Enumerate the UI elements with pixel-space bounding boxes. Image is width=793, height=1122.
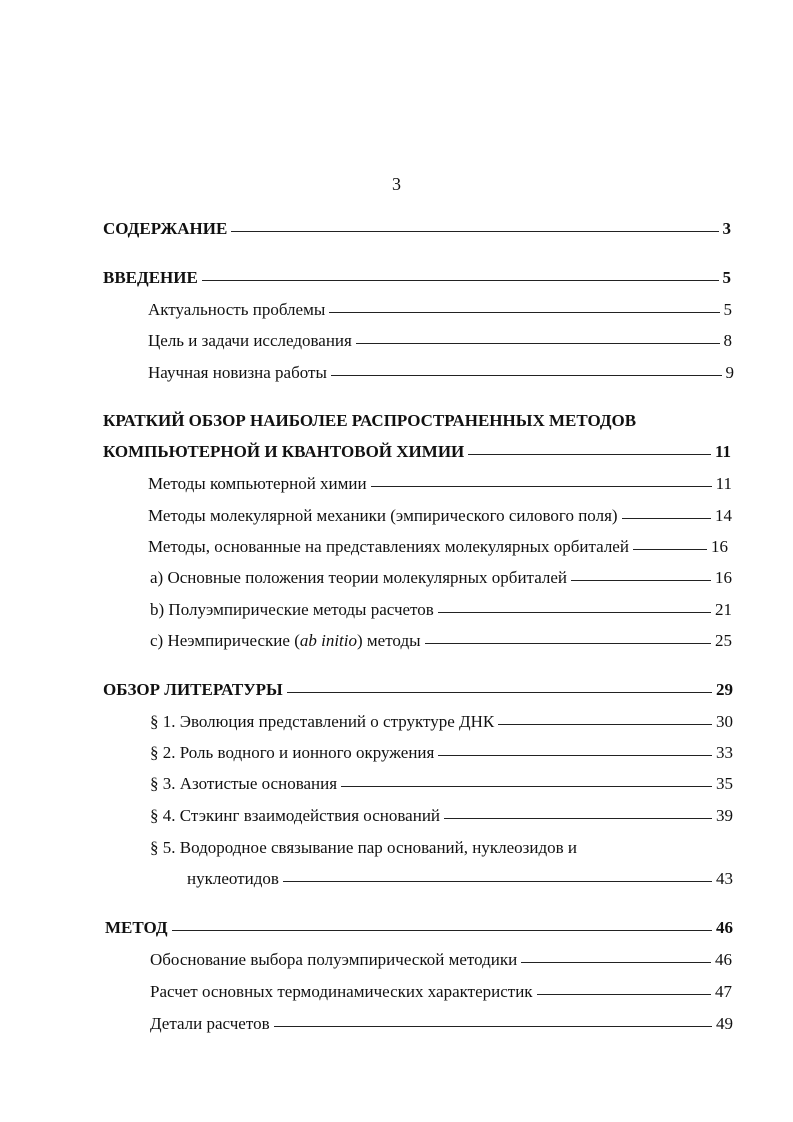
toc-title: КОМПЬЮТЕРНОЙ И КВАНТОВОЙ ХИМИИ	[103, 442, 465, 461]
toc-title: Научная новизна работы	[148, 363, 327, 382]
toc-page: 14	[715, 506, 732, 525]
toc-title: Обоснование выбора полуэмпирической методики	[150, 950, 518, 969]
toc-page: 5	[722, 268, 731, 287]
toc-page: 11	[715, 474, 732, 493]
toc-title: ВВЕДЕНИЕ	[103, 268, 198, 287]
dot-leader	[331, 375, 722, 376]
toc-entry-method-2[interactable]	[150, 981, 732, 1003]
toc-page: 11	[714, 442, 731, 461]
toc-entry-literature-3[interactable]	[150, 773, 733, 795]
toc-page: 35	[716, 774, 733, 793]
toc-title: ОБЗОР ЛИТЕРАТУРЫ	[103, 680, 283, 699]
toc-title: § 2. Роль водного и ионного окружения	[150, 743, 435, 762]
dot-leader	[444, 818, 712, 819]
toc-entry-intro[interactable]	[103, 267, 731, 289]
toc-page: 46	[715, 950, 732, 969]
toc-page: 49	[716, 1014, 733, 1033]
toc-entry-intro-2[interactable]	[148, 330, 732, 352]
dot-leader	[498, 724, 712, 725]
toc-title: Цель и задачи исследования	[148, 331, 352, 350]
dot-leader	[172, 930, 712, 931]
toc-title: Методы, основанные на представлениях молекулярных орбиталей	[148, 537, 629, 556]
toc-entry-review-2[interactable]	[148, 505, 732, 527]
toc-title-suffix: ) методы	[357, 631, 421, 650]
dot-leader	[202, 280, 719, 281]
toc-title-literature-5-line1[interactable]: § 5. Водородное связывание пар оснований, нуклеозидов и	[150, 838, 577, 857]
toc-title: Методы молекулярной механики (эмпирического силового поля)	[148, 506, 618, 525]
toc-entry-review-1[interactable]	[148, 473, 732, 495]
toc-title: § 1. Эволюция представлений о структуре ДНК	[150, 712, 495, 731]
toc-page: 16	[715, 568, 732, 587]
toc-entry-literature-1[interactable]	[150, 711, 733, 733]
toc-title: § 4. Стэкинг взаимодействия оснований	[150, 806, 441, 825]
toc-entry-contents[interactable]	[103, 218, 731, 240]
toc-entry-literature-2[interactable]	[150, 742, 733, 764]
toc-page: 21	[715, 600, 732, 619]
toc-page: 8	[723, 331, 732, 350]
dot-leader	[341, 786, 712, 787]
toc-title: Методы компьютерной химии	[148, 474, 367, 493]
dot-leader	[537, 994, 711, 995]
toc-page: 16	[711, 537, 728, 556]
dot-leader	[521, 962, 711, 963]
toc-title: b) Полуэмпирические методы расчетов	[150, 600, 434, 619]
toc-title-prefix: с) Неэмпирические (	[150, 631, 300, 650]
dot-leader	[231, 231, 718, 232]
toc-title-italic: ab initio	[299, 631, 358, 650]
toc-entry-review[interactable]	[103, 441, 731, 463]
toc-entry-literature[interactable]	[103, 679, 733, 701]
dot-leader	[287, 692, 712, 693]
toc-entry-literature-5[interactable]	[187, 868, 733, 890]
toc-page: 29	[716, 680, 733, 699]
toc-entry-method[interactable]	[105, 917, 733, 939]
toc-entry-review-3[interactable]	[148, 536, 728, 558]
toc-entry-method-1[interactable]	[150, 949, 732, 971]
toc-page: 33	[716, 743, 733, 762]
page-number: 3	[392, 174, 401, 194]
toc-page: 39	[716, 806, 733, 825]
toc-entry-intro-3[interactable]	[148, 362, 734, 384]
dot-leader	[633, 549, 707, 550]
toc-entry-intro-1[interactable]	[148, 299, 732, 321]
toc-entry-method-3[interactable]	[150, 1013, 733, 1035]
toc-title: нуклеотидов	[187, 869, 279, 888]
toc-page: 3	[722, 219, 731, 238]
toc-page: 9	[725, 363, 734, 382]
dot-leader	[571, 580, 711, 581]
toc-page: 47	[715, 982, 732, 1001]
toc-title-review-line1[interactable]: КРАТКИЙ ОБЗОР НАИБОЛЕЕ РАСПРОСТРАНЕННЫХ МЕТОДОВ	[103, 411, 637, 430]
dot-leader	[283, 881, 712, 882]
toc-title: Актуальность проблемы	[148, 300, 326, 319]
toc-title: МЕТОД	[105, 918, 168, 937]
toc-entry-review-6[interactable]	[150, 630, 732, 652]
toc-entry-review-4[interactable]	[150, 567, 732, 589]
dot-leader	[425, 643, 711, 644]
toc-page: 46	[716, 918, 733, 937]
dot-leader	[438, 755, 712, 756]
toc-title	[150, 630, 421, 652]
dot-leader	[622, 518, 711, 519]
dot-leader	[438, 612, 711, 613]
toc-page: 5	[723, 300, 732, 319]
toc-title: Детали расчетов	[150, 1014, 270, 1033]
dot-leader	[468, 454, 711, 455]
dot-leader	[371, 486, 712, 487]
toc-page: 30	[716, 712, 733, 731]
dot-leader	[329, 312, 719, 313]
toc-entry-literature-4[interactable]	[150, 805, 733, 827]
toc-page: 25	[715, 631, 732, 650]
toc-title: § 3. Азотистые основания	[150, 774, 338, 793]
dot-leader	[356, 343, 720, 344]
toc-page: 43	[716, 869, 733, 888]
toc-title: а) Основные положения теории молекулярных орбиталей	[150, 568, 568, 587]
dot-leader	[274, 1026, 712, 1027]
toc-entry-review-5[interactable]	[150, 599, 732, 621]
toc-title: Расчет основных термодинамических характеристик	[150, 982, 533, 1001]
toc-title: СОДЕРЖАНИЕ	[103, 219, 228, 238]
